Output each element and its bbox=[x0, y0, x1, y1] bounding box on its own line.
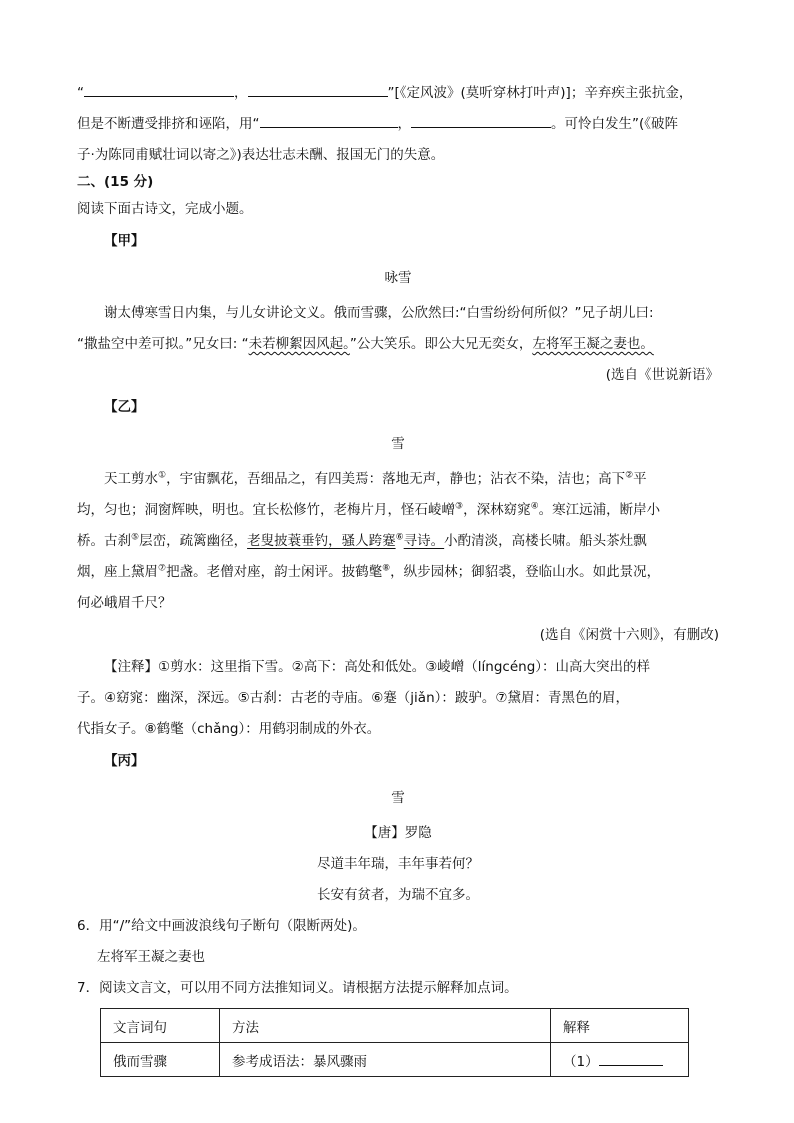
passage-title-jia: 咏雪 bbox=[384, 270, 412, 286]
notes-line-2: 子。④窈窕：幽深，深远。⑤古刹：古老的寺庙。⑥蹇（jiǎn）：跛驴。⑦黛眉：青黑色的眉， bbox=[77, 690, 629, 706]
answer-blank-3[interactable] bbox=[260, 113, 398, 128]
passage-title-yi: 雪 bbox=[391, 436, 405, 452]
answer-label: （1） bbox=[563, 1053, 599, 1070]
answer-blank-4[interactable] bbox=[411, 113, 551, 128]
method-table bbox=[100, 1008, 689, 1077]
blank-line-3: 子·为陈同甫赋壮词以寄之》)表达壮志未酬、报国无门的失意。 bbox=[77, 147, 445, 163]
blank-line-2-end: 。可怜白发生”(《破阵 bbox=[551, 116, 679, 132]
text-segment: 层峦，疏篱幽径， bbox=[139, 533, 248, 549]
text-segment: ”公大笑乐。即公大兄无奕女， bbox=[349, 336, 533, 352]
text-segment: 小酌清淡，高楼长啸。船头茶灶飘 bbox=[444, 533, 647, 549]
table-header-cell: 方法 bbox=[220, 1009, 551, 1043]
passage-yi-line-4 bbox=[77, 557, 719, 588]
passage-jia-source: (选自《世说新语》 bbox=[605, 367, 719, 383]
question-6-sentence: 左将军王凝之妻也 bbox=[97, 949, 205, 965]
exam-page bbox=[77, 78, 719, 1077]
poem-source-text: [《定风波》(莫听穿林打叶声)]；辛弃疾主张抗金， bbox=[394, 85, 693, 101]
answer-blank-2[interactable] bbox=[248, 82, 388, 97]
answer-blank-1[interactable] bbox=[84, 82, 234, 97]
underlined-sentence: 老叟披蓑垂钓，骚人跨蹇 bbox=[247, 533, 396, 549]
blank-line-2 bbox=[77, 109, 719, 140]
blank-line-1 bbox=[77, 78, 719, 109]
wavy-underlined-sentence: 未若柳絮因风起。 bbox=[248, 336, 350, 352]
blank-line-2-text: 但是不断遭受排挤和诬陷，用“ bbox=[77, 116, 260, 132]
text-segment: ，深林窈窕 bbox=[463, 502, 531, 518]
note-marker: ① bbox=[158, 470, 167, 481]
note-marker: ③ bbox=[455, 501, 464, 512]
passage-yi-line-2 bbox=[77, 495, 719, 526]
question-7: 7．阅读文言文，可以用不同方法推知词义。请根据方法提示解释加点词。 bbox=[77, 980, 518, 996]
question-6: 6．用“/”给文中画波浪线句子断句（限断两处)。 bbox=[77, 918, 366, 934]
wavy-underlined-sentence: 左将军王凝之妻也。 bbox=[532, 336, 654, 352]
note-marker: ⑤ bbox=[131, 532, 140, 543]
text-segment: “撒盐空中差可拟。”兄女曰: “ bbox=[77, 336, 249, 352]
section-title: 二、(15 分) bbox=[77, 174, 154, 190]
section-instruction: 阅读下面古诗文，完成小题。 bbox=[77, 201, 253, 217]
quote-close: ” bbox=[387, 85, 395, 101]
note-marker: ② bbox=[625, 470, 634, 481]
poem-line-1: 尽道丰年瑞，丰年事若何？ bbox=[317, 856, 479, 872]
passage-label-bing: 【丙】 bbox=[104, 753, 145, 769]
comma: ， bbox=[234, 85, 248, 101]
text-segment: 。寒江远浦，断岸小 bbox=[538, 502, 661, 518]
note-marker: ⑦ bbox=[158, 563, 167, 574]
passage-jia-line-1: 谢太傅寒雪日内集，与儿女讲论文义。俄而雪骤，公欣然曰:“白雪纷纷何所似？”兄子胡儿曰: bbox=[104, 305, 654, 321]
passage-yi-source: (选自《闲赏十六则》，有删改) bbox=[539, 627, 719, 643]
answer-blank-5[interactable] bbox=[599, 1051, 663, 1066]
text-segment: ，宇宙飘花，吾细品之，有四美焉：落地无声，静也；沾衣不染，洁也；高下 bbox=[166, 471, 626, 487]
text-segment: 均，匀也；洞窗辉映，明也。宜长松修竹，老梅片月，怪石崚嶒 bbox=[77, 502, 455, 518]
note-marker: ⑧ bbox=[382, 563, 391, 574]
underlined-sentence: 寻诗。 bbox=[403, 533, 445, 549]
passage-label-yi: 【乙】 bbox=[104, 399, 145, 415]
passage-label-jia: 【甲】 bbox=[104, 233, 145, 249]
note-marker: ④ bbox=[530, 501, 539, 512]
text-segment: 桥。古刹 bbox=[77, 533, 131, 549]
quote-open: “ bbox=[77, 85, 84, 101]
table-header-row bbox=[101, 1009, 689, 1043]
table-row bbox=[101, 1043, 689, 1077]
table-cell: 俄而雪骤 bbox=[101, 1043, 220, 1077]
poem-line-2: 长安有贫者，为瑞不宜多。 bbox=[317, 887, 479, 903]
text-segment: ，纵步园林；御貂裘，登临山水。如此景况， bbox=[390, 564, 661, 580]
text-segment: 平 bbox=[633, 471, 647, 487]
passage-jia-line-2 bbox=[77, 329, 719, 360]
poem-author: 【唐】罗隐 bbox=[364, 825, 432, 841]
table-header-cell: 文言词句 bbox=[101, 1009, 220, 1043]
poem-title-bing: 雪 bbox=[391, 790, 405, 806]
note-marker: ⑥ bbox=[395, 532, 404, 543]
answer-cell[interactable] bbox=[551, 1043, 689, 1077]
passage-yi-line-1 bbox=[77, 464, 719, 495]
text-segment: 天工剪水 bbox=[104, 471, 158, 487]
notes-line-1: 【注释】①剪水：这里指下雪。②高下：高处和低处。③崚嶒（língcéng）：山高大突出的样 bbox=[104, 659, 651, 675]
text-segment: 烟，座上黛眉 bbox=[77, 564, 158, 580]
table-cell: 参考成语法：暴风骤雨 bbox=[220, 1043, 551, 1077]
comma: ， bbox=[397, 116, 411, 132]
text-segment: 把盏。老僧对座，韵士闲评。披鹤氅 bbox=[166, 564, 383, 580]
passage-yi-line-5: 何必峨眉千尺？ bbox=[77, 595, 172, 611]
table-header-cell: 解释 bbox=[551, 1009, 689, 1043]
notes-line-3: 代指女子。⑧鹤氅（chǎng）：用鹤羽制成的外衣。 bbox=[77, 721, 381, 737]
passage-yi-line-3 bbox=[77, 526, 719, 557]
